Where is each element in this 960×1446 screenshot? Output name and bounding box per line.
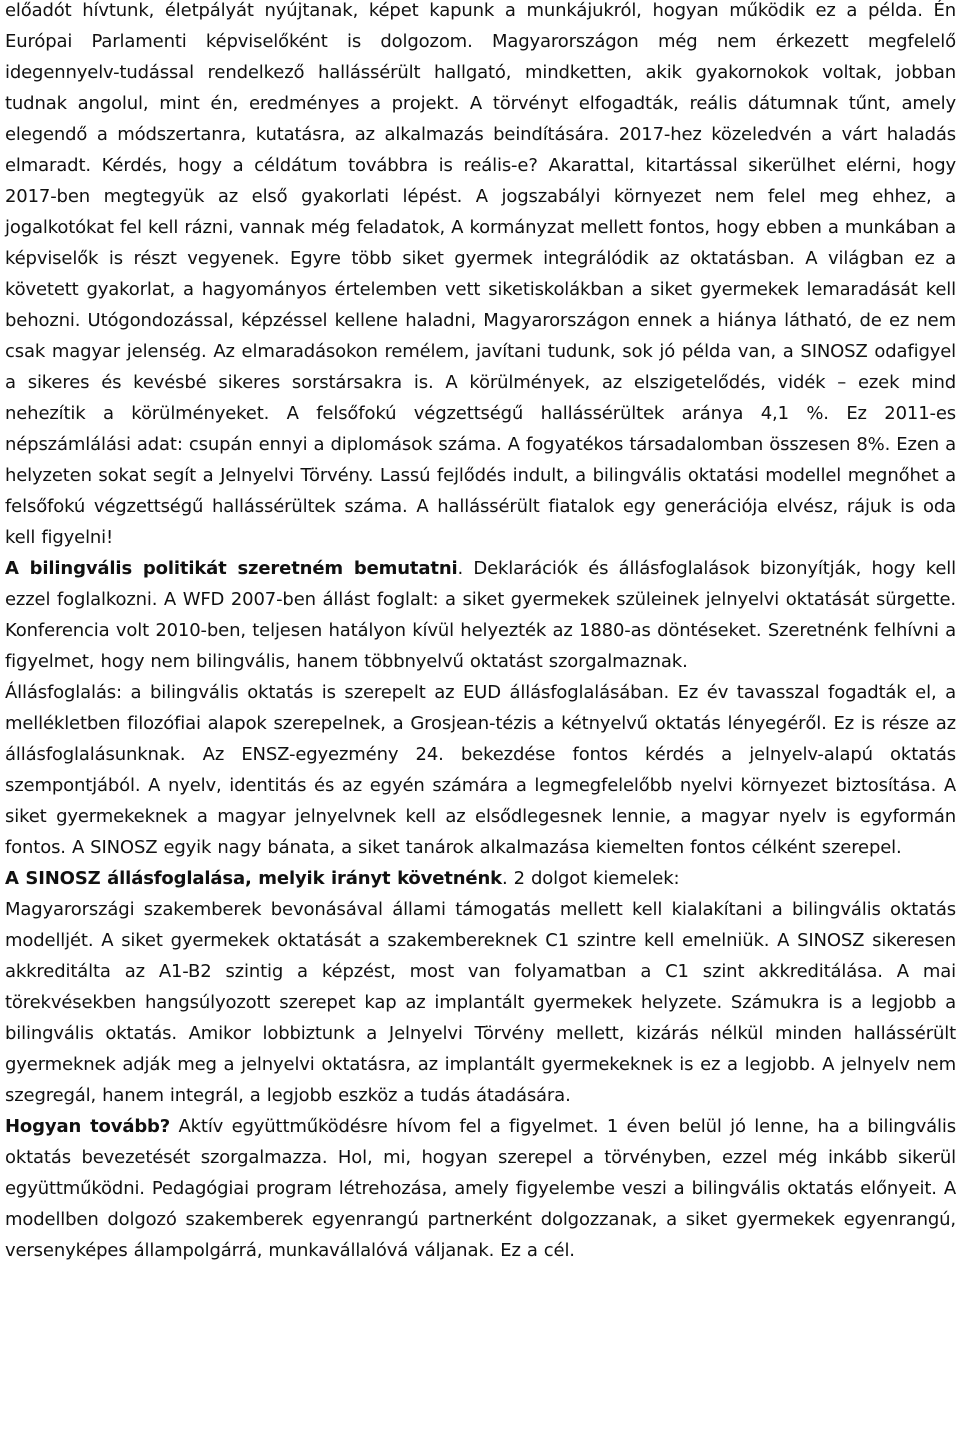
paragraph-text: előadót hívtunk, életpályát nyújtanak, képet kapunk a munkájukról, hogyan működik ez a példa. Én Európai Parlamenti képviselőként is dolgozom. Magyarországon még nem érkezett megfelelő idegennyelv-tudással rendelkező hallássérült hallgató, mindketten, akik gyakornokok voltak, jobban tudnak angolul, mint én, eredményes a projekt. A törvényt elfogadták, reális dátumnak tűnt, amely elegendő a módszertanra, kutatásra, az alkalmazás beindítására. 2017-hez közeledvén a várt haladás elmaradt. Kérdés, hogy a céldátum továbbra is reális-e? Akarattal, kitartással sikerülhet elérni, hogy 2017-ben megtegyük az első gyakorlati lépést. A jogszabályi környezet nem felel meg ehhez, a jogalkotókat fel kell rázni, vannak még feladatok, A kormányzat mellett fontos, hogy ebben a munkában a képviselők is részt vegyenek. Egyre több siket gyermek integrálódik az oktatásban. A világban ez a követett gyakorlat, a hagyományos értelemben vett siketiskolákban a siket gyermekek lemaradását kell behozni. Utógondozással, képzéssel kellene haladni, Magyarországon ennek a hiánya látható, de ez nem csak magyar jelenség. Az elmaradásokon remélem, javítani tudunk, sok jó példa van, a SINOSZ odafigyel a sikeres és kevésbé sikeres sorstársakra is. A körülmények, az elszigetelődés, vidék – ezek mind nehezítik a körülményeket. A felsőfokú végzettségű hallássérültek aránya 4,1 %. Ez 2011-es népszámlálási adat: csupán ennyi a diplomások száma. A fogyatékos társadalomban összesen 8%. Ezen a helyzeten sokat segít a Jelnyelvi Törvény. Lassú fejlődés indult, a bilingvális oktatási modellel megnőhet a felsőfokú végzettségű hallássérültek száma. A hallássérült fiatalok egy generációja elvész, rájuk is oda kell figyelni! bbox=[5, 0, 956, 548]
paragraph-text: . Deklarációk és állásfoglalások bizonyítják, hogy kell ezzel foglalkozni. A WFD 2007-ben állást foglalt: a siket gyermekek szüleinek jelnyelvi oktatását sürgette. Konferencia volt 2010-ben, teljesen hatályon kívül helyezték az 1880-as döntéseket. Szeretnénk felhívni a figyelmet, hogy nem bilingvális, hanem többnyelvű oktatást szorgalmaznak. bbox=[5, 558, 956, 672]
paragraph-sinosz-position bbox=[5, 863, 956, 894]
paragraph-lead-bold: A SINOSZ állásfoglalása, melyik irányt követnénk bbox=[5, 868, 502, 889]
paragraph-position-statement bbox=[5, 677, 956, 863]
paragraph-text: Magyarországi szakemberek bevonásával állami támogatás mellett kell kialakítani a bilingvális oktatás modelljét. A siket gyermekek oktatását a szakembereknek C1 szintre kell emelniük. A SINOSZ sikeresen akkreditálta az A1-B2 szintig a képzést, most van folyamatban a C1 szint akkreditálása. A mai törekvésekben hangsúlyozott szerepet kap az implantált gyermekek helyzete. Számukra is a legjobb a bilingvális oktatás. Amikor lobbiztunk a Jelnyelvi Törvény mellett, kizárás nélkül minden hallássérült gyermeknek adják meg a jelnyelvi oktatásra, az implantált gyermekeknek is ez a legjobb. A jelnyelv nem szegregál, hanem integrál, a legjobb eszköz a tudás átadására. bbox=[5, 899, 956, 1106]
document-page bbox=[5, 0, 956, 1266]
paragraph-text: Aktív együttműködésre hívom fel a figyelmet. 1 éven belül jó lenne, ha a bilingvális oktatás bevezetését szorgalmazza. Hol, mi, hogyan szerepel a törvényben, ezzel még inkább sikerül együttműködni. Pedagógiai program létrehozása, amely figyelembe veszi a bilingvális oktatás előnyeit. A modellben dolgozó szakemberek egyenrangú partnerként dolgozzanak, a siket gyermekek egyenrangú, versenyképes állampolgárrá, munkavállalóvá váljanak. Ez a cél. bbox=[5, 1116, 956, 1261]
paragraph-text: Állásfoglalás: a bilingvális oktatás is szerepelt az EUD állásfoglalásában. Ez év tavasszal fogadták el, a mellékletben filozófiai alapok szerepelnek, a Grosjean-tézis a kétnyelvű oktatás lényegéről. Ez is része az állásfoglalásunknak. Az ENSZ-egyezmény 24. bekezdése fontos kérdés a jelnyelv-alapú oktatás szempontjából. A nyelv, identitás és az egyén számára a legmegfelelőbb nyelvi környezet biztosítása. A siket gyermekeknek a magyar jelnyelvnek kell az elsődlegesnek lennie, a magyar nyelv is egyformán fontos. A SINOSZ egyik nagy bánata, a siket tanárok alkalmazása kiemelten fontos célként szerepel. bbox=[5, 682, 956, 858]
paragraph-hungarian-specialists bbox=[5, 894, 956, 1111]
paragraph-lead-bold: Hogyan tovább? bbox=[5, 1116, 171, 1137]
paragraph-how-forward bbox=[5, 1111, 956, 1266]
paragraph-intro-continued bbox=[5, 0, 956, 553]
paragraph-text: . 2 dolgot kiemelek: bbox=[501, 868, 680, 889]
paragraph-bilingual-policy bbox=[5, 553, 956, 677]
paragraph-lead-bold: A bilingvális politikát szeretném bemutatni bbox=[5, 558, 458, 579]
